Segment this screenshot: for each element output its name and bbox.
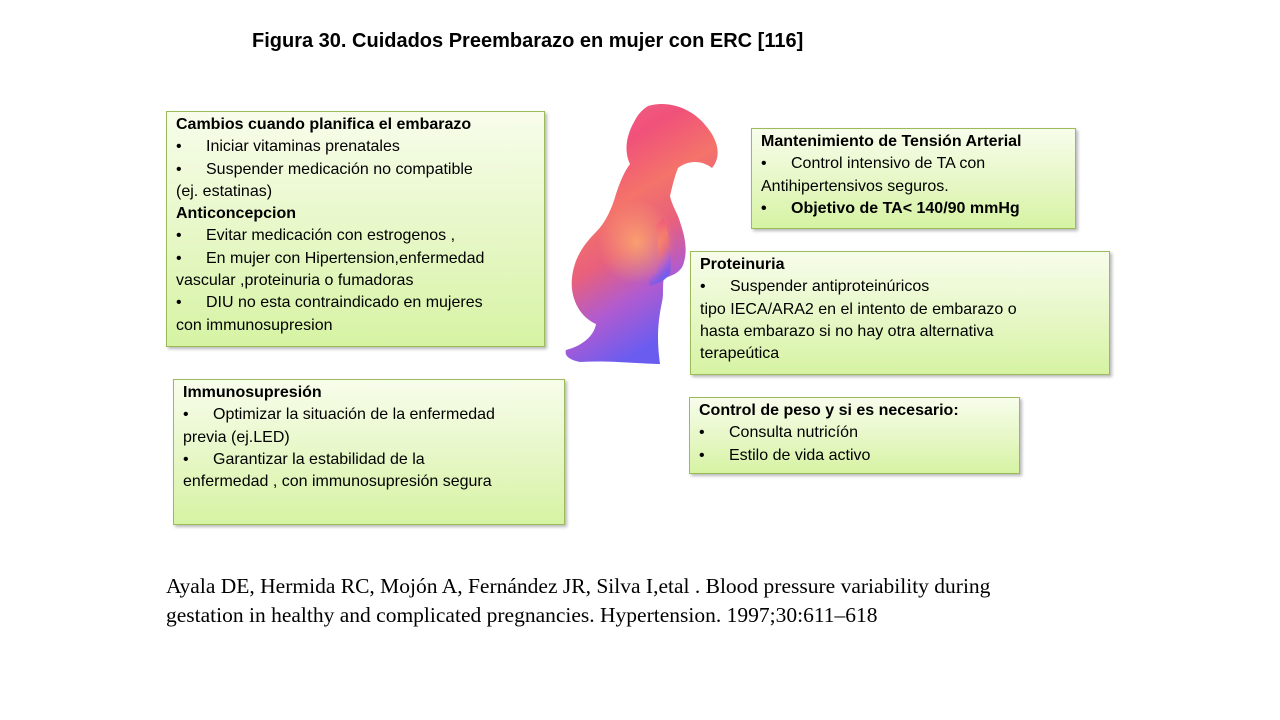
- continuation-text: previa (ej.LED): [183, 428, 290, 446]
- continuation-text: enfermedad , con immunosupresión segura: [183, 473, 492, 491]
- box-proteinuria: [690, 251, 1110, 375]
- box-heading: Mantenimiento de Tensión Arterial: [761, 133, 1022, 150]
- continuation-text: vascular ,proteinuria o fumadoras: [176, 272, 414, 290]
- bullet-item: [761, 153, 1066, 175]
- bullet-marker: •: [176, 294, 182, 312]
- bullet-text: Objetivo de TA< 140/90 mmHg: [791, 199, 1020, 217]
- box-heading: Cambios cuando planifica el embarazo: [176, 116, 472, 133]
- bullet-text: Suspender antiproteinúricos: [730, 278, 930, 296]
- bullet-text: Consulta nutricíón: [729, 424, 858, 442]
- bullet-marker: •: [183, 450, 189, 468]
- bullet-marker: •: [176, 249, 182, 267]
- bullet-item: [176, 159, 535, 181]
- bullet-marker: •: [183, 406, 189, 424]
- continuation-text: Antihipertensivos seguros.: [761, 177, 949, 195]
- bullet-item: [176, 136, 535, 158]
- bullet-item: [176, 225, 535, 247]
- bullet-item: [699, 422, 1010, 444]
- continuation-text: con immunosupresion: [176, 316, 333, 334]
- bullet-item: [176, 248, 535, 270]
- bullet-item: [700, 276, 1100, 298]
- bullet-item: [761, 198, 1066, 220]
- citation-line-1: Ayala DE, Hermida RC, Mojón A, Fernández JR, Silva I,etal . Blood pressure variability during: [166, 574, 991, 598]
- pregnant-woman-silhouette: [560, 98, 730, 368]
- bullet-marker: •: [761, 155, 767, 173]
- continuation-text: hasta embarazo si no hay otra alternativa: [700, 322, 994, 340]
- box-heading: Control de peso y si es necesario:: [699, 402, 959, 419]
- figure-title: Figura 30. Cuidados Preembarazo en mujer con ERC [116]: [252, 30, 804, 52]
- bullet-text: Iniciar vitaminas prenatales: [206, 138, 400, 156]
- bullet-item: [699, 445, 1010, 467]
- bullet-item: [176, 292, 535, 314]
- bullet-text: En mujer con Hipertension,enfermedad: [206, 249, 485, 267]
- citation: [166, 572, 990, 630]
- continuation-text: tipo IECA/ARA2 en el intento de embarazo o: [700, 300, 1017, 318]
- citation-line-2: gestation in healthy and complicated pregnancies. Hypertension. 1997;30:611–618: [166, 603, 878, 627]
- box-control-peso: [689, 397, 1020, 474]
- bullet-text: Evitar medicación con estrogenos ,: [206, 227, 456, 245]
- bullet-text: Estilo de vida activo: [729, 446, 871, 464]
- bullet-marker: •: [699, 446, 705, 464]
- box-heading: Proteinuria: [700, 256, 785, 273]
- bullet-marker: •: [176, 138, 182, 156]
- bullet-text: Garantizar la estabilidad de la: [213, 450, 425, 468]
- box-heading: Anticoncepcion: [176, 205, 297, 223]
- bullet-marker: •: [761, 199, 767, 217]
- box-cambios-embarazo: [166, 111, 545, 347]
- bullet-text: Control intensivo de TA con: [791, 155, 986, 173]
- bullet-text: Suspender medicación no compatible: [206, 160, 473, 178]
- bullet-text: DIU no esta contraindicado en mujeres: [206, 294, 483, 312]
- bullet-item: [183, 404, 555, 426]
- bullet-text: Optimizar la situación de la enfermedad: [213, 406, 495, 424]
- box-tension-arterial: [751, 128, 1076, 229]
- bullet-item: [183, 449, 555, 471]
- bullet-marker: •: [700, 278, 706, 296]
- silhouette-shape: [566, 104, 718, 364]
- continuation-text: (ej. estatinas): [176, 182, 273, 200]
- box-heading: Immunosupresión: [183, 384, 322, 401]
- continuation-text: terapeútica: [700, 345, 780, 363]
- bullet-marker: •: [699, 424, 705, 442]
- box-immunosupresion: [173, 379, 565, 525]
- bullet-marker: •: [176, 160, 182, 178]
- bullet-marker: •: [176, 227, 182, 245]
